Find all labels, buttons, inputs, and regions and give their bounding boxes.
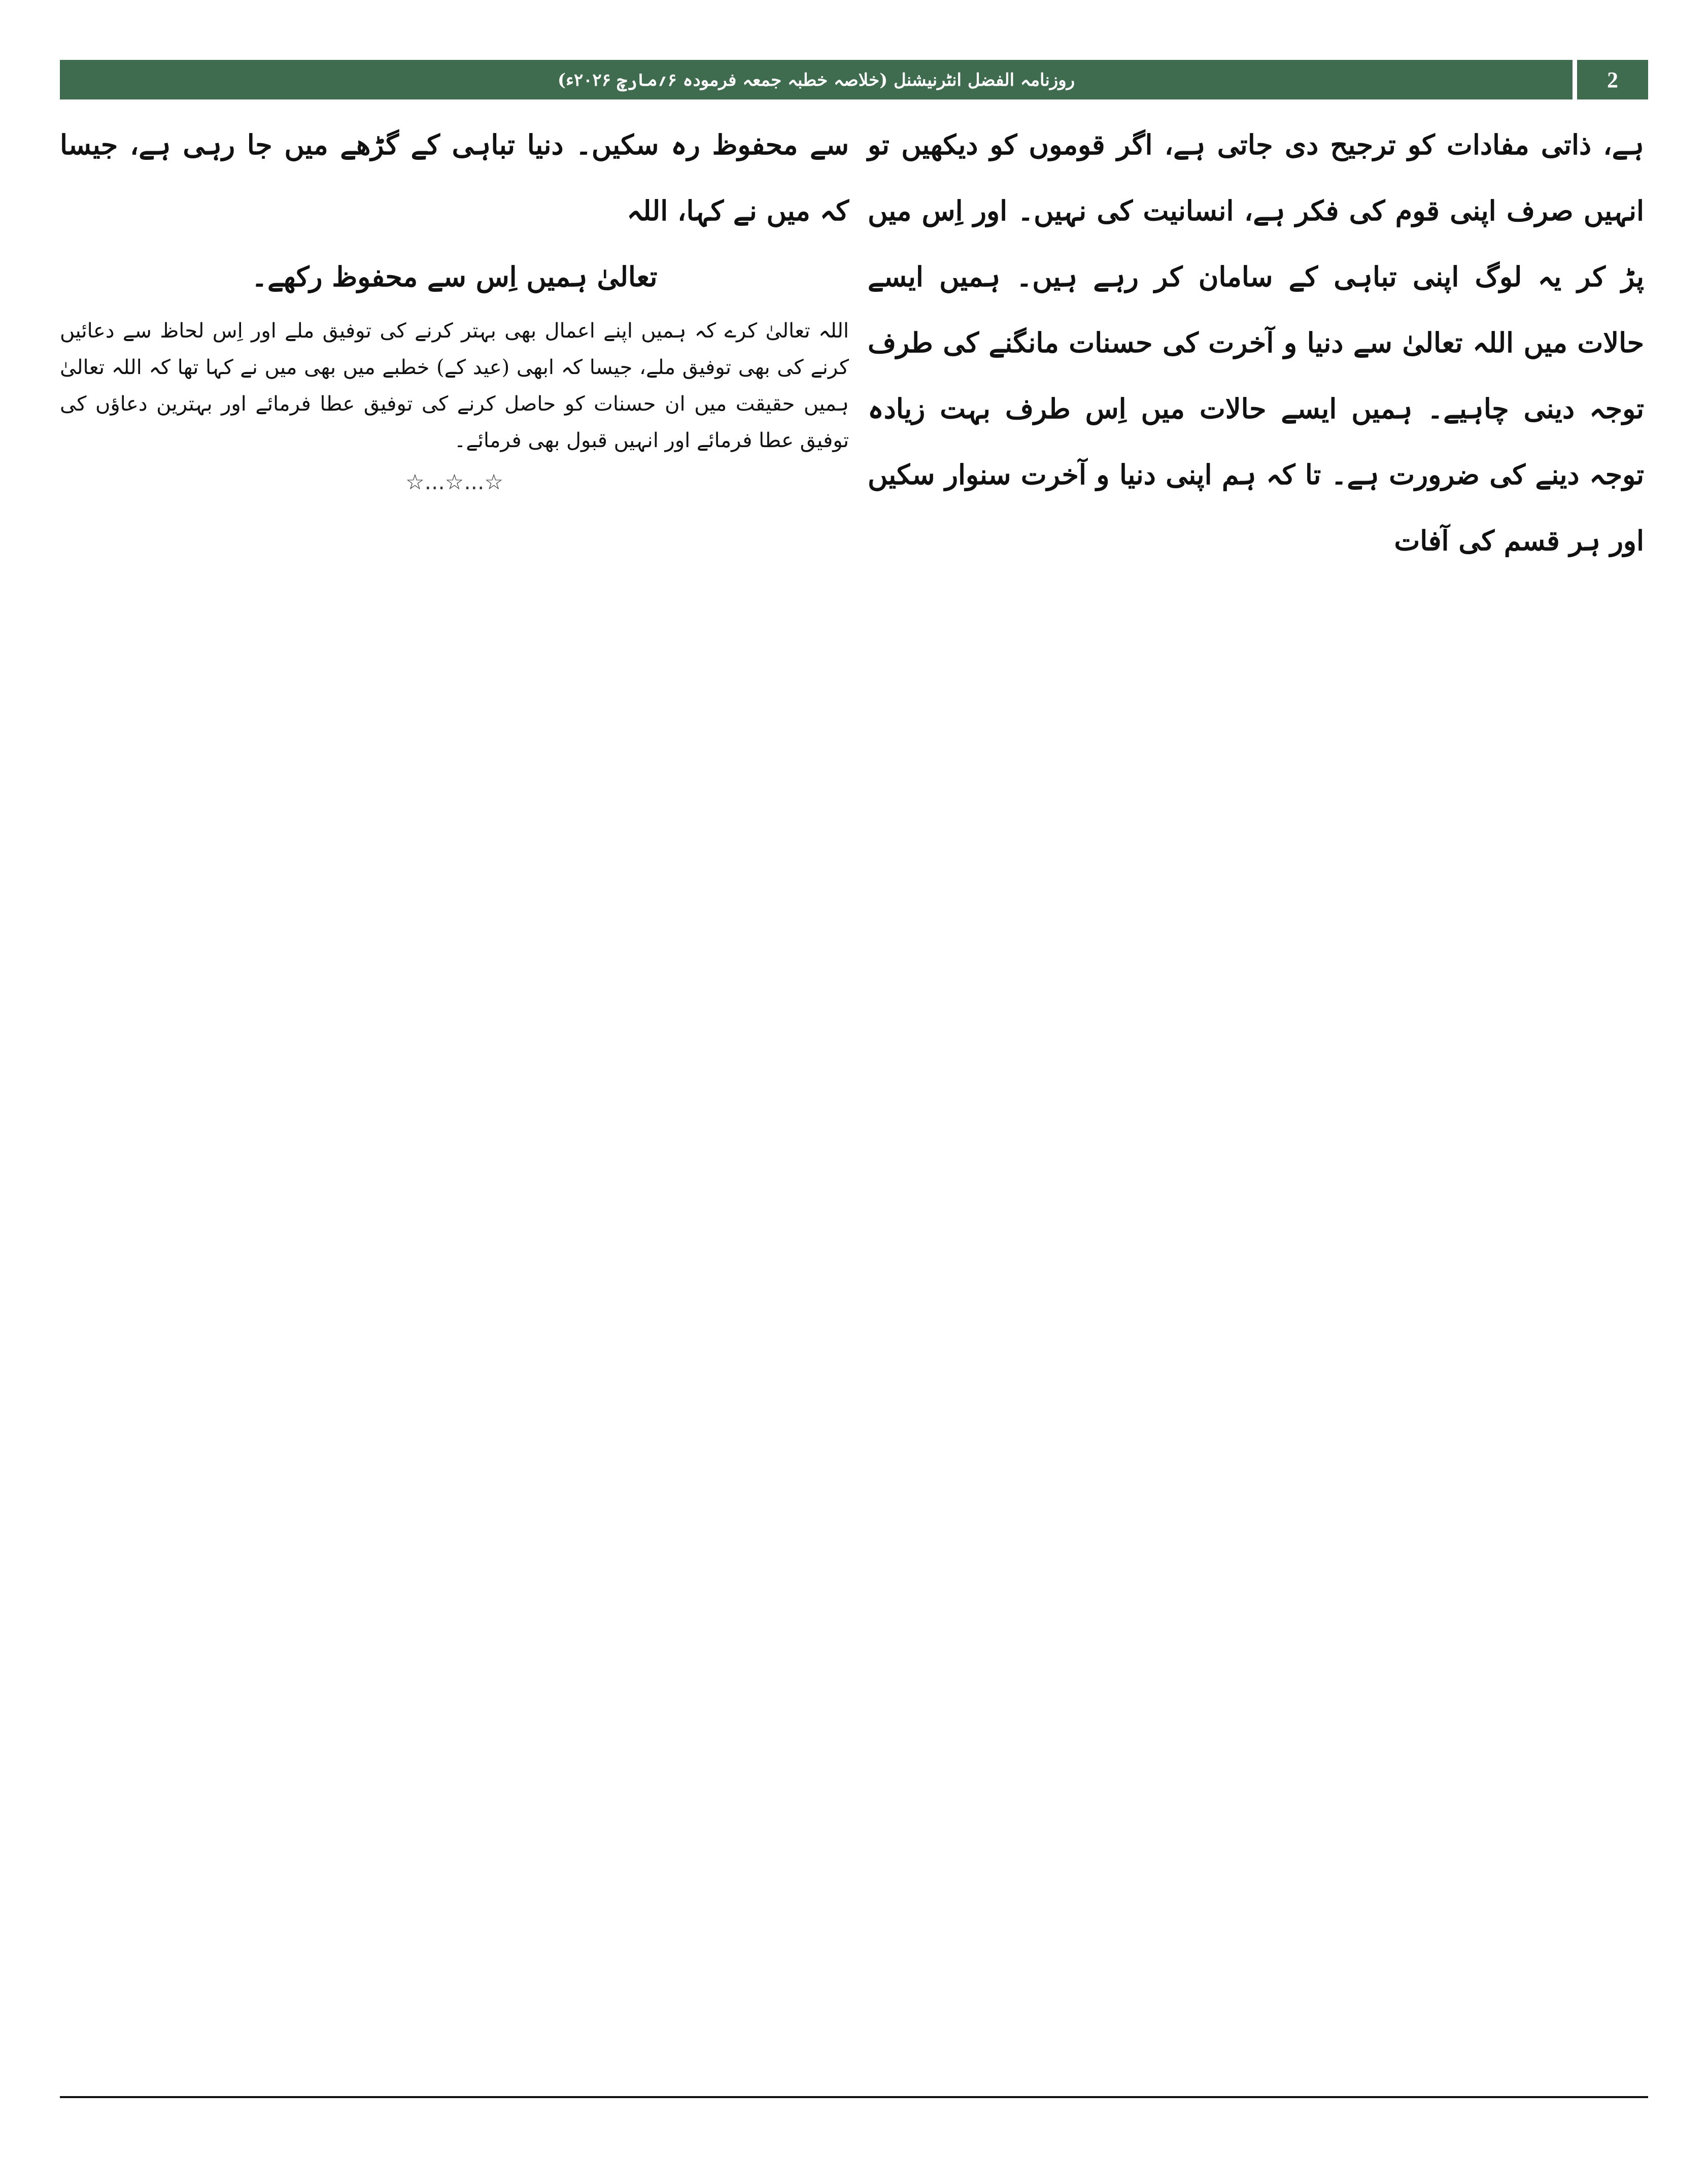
- header-title: روزنامہ الفضل انٹرنیشنل (خلاصہ خطبہ جمعہ فرمودہ ۶؍مارچ ۲۰۲۶ء): [557, 70, 1075, 90]
- newspaper-header-bar: [60, 60, 1573, 99]
- end-of-article-stars: ☆...☆...☆: [405, 469, 504, 494]
- article-column-right: [868, 112, 1644, 574]
- page-number-box: [1577, 60, 1648, 99]
- closing-prayer-text: اللہ تعالیٰ کرے کہ ہمیں اپنے اعمال بھی بہتر کرنے کی توفیق ملے اور اِس لحاظ سے دعائیں کرنے کی بھی توفیق ملے، جیسا کہ ابھی (عید کے) خطبے میں بھی میں نے کہا تھا کہ اللہ تعالیٰ ہمیں حقیقت میں ان حسنات کو حاصل کرنے کی توفیق عطا فرمائے اور بہترین دعاؤں کی توفیق عطا فرمائے اور انہیں قبول بھی فرمائے۔: [60, 319, 849, 452]
- continuation-paragraph: [60, 112, 849, 244]
- continuation-paragraph-end: [60, 244, 849, 310]
- closing-prayer-paragraph: [60, 313, 849, 459]
- article-column-left: [60, 112, 849, 459]
- right-column-text: ہے، ذاتی مفادات کو ترجیح دی جاتی ہے، اگر قوموں کو دیکھیں تو انہیں صرف اپنی قوم کی فکر ہے، انسانیت کی نہیں۔ اور اِس میں پڑ کر یہ لوگ اپنی تباہی کے سامان کر رہے ہیں۔ ہمیں ایسے حالات میں اللہ تعالیٰ سے دنیا و آخرت کی حسنات مانگنے کی طرف توجہ دینی چاہیے۔ ہمیں ایسے حالات میں اِس طرف بہت زیادہ توجہ دینے کی ضرورت ہے۔ تا کہ ہم اپنی دنیا و آخرت سنوار سکیں اور ہر قسم کی آفات: [868, 128, 1644, 557]
- continuation-text: سے محفوظ رہ سکیں۔ دنیا تباہی کے گڑھے میں جا رہی ہے، جیسا کہ میں نے کہا، اللہ: [60, 128, 849, 227]
- page-number: 2: [1607, 67, 1618, 92]
- continuation-text-end: تعالیٰ ہمیں اِس سے محفوظ رکھے۔: [251, 260, 658, 293]
- footer-rule: [60, 2096, 1648, 2098]
